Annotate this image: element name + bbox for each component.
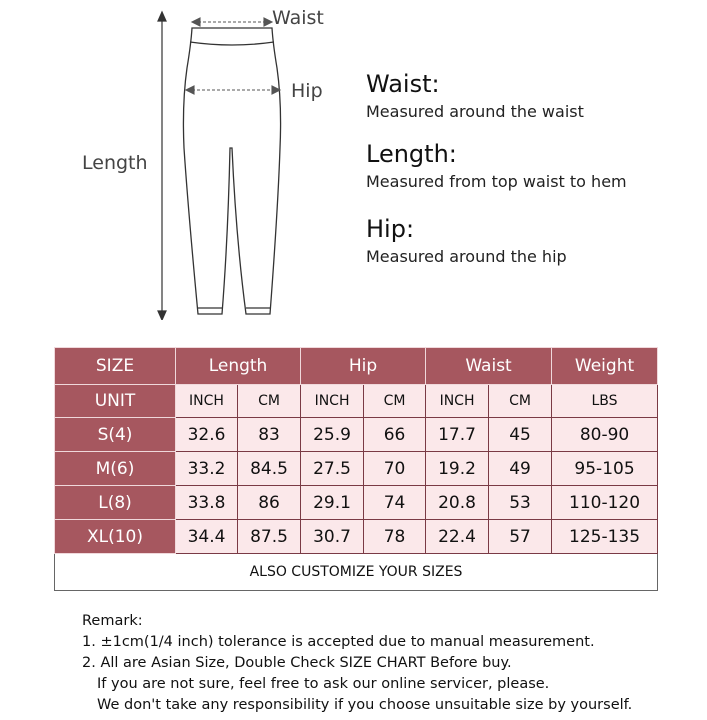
table-row [55,520,658,554]
table-row [55,418,658,452]
hip-inch-cell: 30.7 [301,520,364,554]
size-cell: L(8) [55,486,176,520]
unit-row [55,385,658,418]
length-diagram-label: Length [82,152,148,174]
weight-cell: 95-105 [552,452,658,486]
remarks-title: Remark: [82,613,143,629]
weight-cell: 110-120 [552,486,658,520]
hip-desc: Measured around the hip [366,247,567,266]
header-size: SIZE [55,348,176,385]
hip-diagram-label: Hip [291,80,323,102]
unit-length-cm: CM [238,385,301,418]
customize-note: ALSO CUSTOMIZE YOUR SIZES [55,554,658,591]
hip-cm-cell: 78 [364,520,426,554]
table-row [55,486,658,520]
length-cm-cell: 84.5 [238,452,301,486]
leggings-diagram [150,8,290,320]
unit-waist-inch: INCH [426,385,489,418]
waist-cm-cell: 49 [489,452,552,486]
waist-cm-cell: 53 [489,486,552,520]
weight-cell: 125-135 [552,520,658,554]
waist-cm-cell: 45 [489,418,552,452]
hip-inch-cell: 29.1 [301,486,364,520]
table-row [55,452,658,486]
hip-inch-cell: 27.5 [301,452,364,486]
unit-hip-cm: CM [364,385,426,418]
unit-label: UNIT [55,385,176,418]
length-desc: Measured from top waist to hem [366,172,627,191]
waist-desc: Measured around the waist [366,102,584,121]
length-inch-cell: 33.2 [176,452,238,486]
length-cm-cell: 86 [238,486,301,520]
unit-length-inch: INCH [176,385,238,418]
unit-weight-lbs: LBS [552,385,658,418]
hip-term: Hip: [366,215,415,243]
remarks-block [82,611,632,716]
unit-hip-inch: INCH [301,385,364,418]
header-waist: Waist [426,348,552,385]
hip-cm-cell: 70 [364,452,426,486]
length-inch-cell: 32.6 [176,418,238,452]
header-hip: Hip [301,348,426,385]
hip-inch-cell: 25.9 [301,418,364,452]
size-chart-table [54,347,658,591]
waist-diagram-label: Waist [272,7,324,29]
leggings-outline [183,28,280,314]
length-inch-cell: 34.4 [176,520,238,554]
waist-inch-cell: 19.2 [426,452,489,486]
header-row [55,348,658,385]
waist-inch-cell: 22.4 [426,520,489,554]
header-length: Length [176,348,301,385]
remark-line-1: 1. ±1cm(1/4 inch) tolerance is accepted due to manual measurement. [82,634,595,650]
remark-line-3: If you are not sure, feel free to ask our online servicer, please. [97,676,550,692]
weight-cell: 80-90 [552,418,658,452]
waist-cm-cell: 57 [489,520,552,554]
hip-cm-cell: 66 [364,418,426,452]
size-cell: M(6) [55,452,176,486]
unit-waist-cm: CM [489,385,552,418]
header-weight: Weight [552,348,658,385]
size-cell: XL(10) [55,520,176,554]
length-cm-cell: 87.5 [238,520,301,554]
remark-line-4: We don't take any responsibility if you choose unsuitable size by yourself. [97,697,633,713]
length-cm-cell: 83 [238,418,301,452]
waist-inch-cell: 17.7 [426,418,489,452]
waist-term: Waist: [366,70,440,98]
hip-cm-cell: 74 [364,486,426,520]
length-inch-cell: 33.8 [176,486,238,520]
size-cell: S(4) [55,418,176,452]
remark-line-2: 2. All are Asian Size, Double Check SIZE CHART Before buy. [82,655,512,671]
footer-row [55,554,658,591]
length-term: Length: [366,140,457,168]
waist-inch-cell: 20.8 [426,486,489,520]
